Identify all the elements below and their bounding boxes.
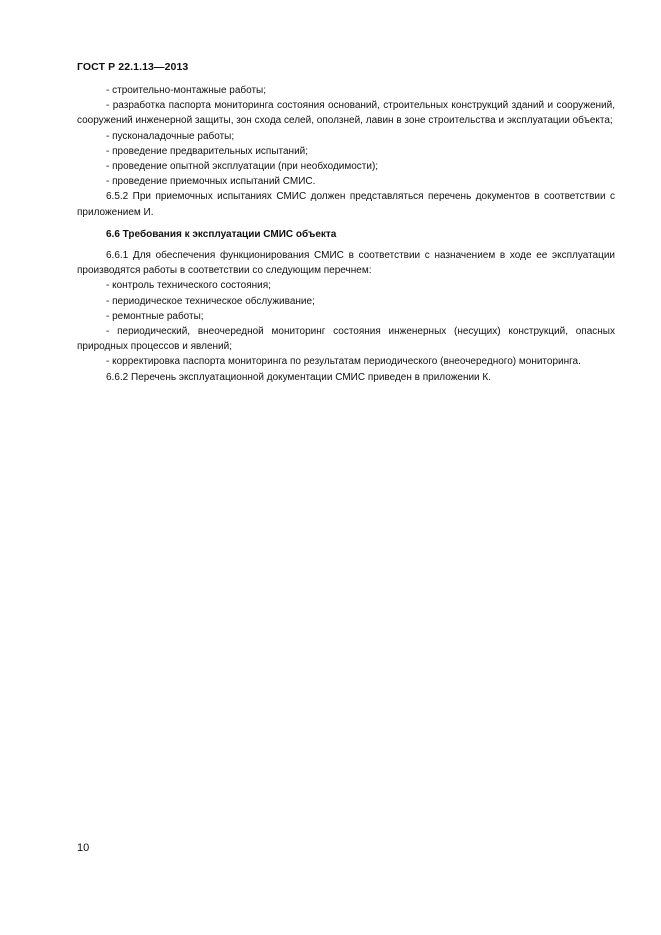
paragraph-6-5-2: 6.5.2 При приемочных испытаниях СМИС должен представляться перечень документов в соответствии с приложением И. [77,191,615,218]
paragraph-6-6-1: 6.6.1 Для обеспечения функционирования СМИС в соответствии с назначением в ходе ее эксплуатации производятся работы в соответствии со следующим перечнем: [77,250,615,277]
section-heading-6-6: 6.6 Требования к эксплуатации СМИС объекта [106,228,337,240]
list-item: - корректировка паспорта мониторинга по результатам периодического (внеочередного) мониторинга. [106,356,581,368]
list-item: - периодический, внеочередной мониторинг состояния инженерных (несущих) конструкций, опасных природных процессов и явлений; [77,326,615,353]
list-item: - пусконаладочные работы; [106,130,235,142]
list-item: - проведение предварительных испытаний; [106,145,309,157]
page-number: 10 [77,842,90,854]
document-body [77,83,615,385]
list-item: - периодическое техническое обслуживание; [106,295,315,307]
list-item: - проведение опытной эксплуатации (при необходимости); [106,161,379,173]
list-item: - ремонтные работы; [106,310,204,322]
list-item: - строительно-монтажные работы; [106,85,267,96]
list-item: - разработка паспорта мониторинга состояния оснований, строительных конструкций зданий и сооружений, сооружений инженерной защиты, зон схода селей, оползней, лавин в зоне строительства и эксплуатации объекта; [77,100,615,127]
document-header: ГОСТ Р 22.1.13—2013 [77,61,189,73]
paragraph-6-6-2: 6.6.2 Перечень эксплуатационной документации СМИС приведен в приложении К. [106,371,492,383]
list-item: - проведение приемочных испытаний СМИС. [106,176,316,188]
list-item: - контроль технического состояния; [106,280,271,292]
